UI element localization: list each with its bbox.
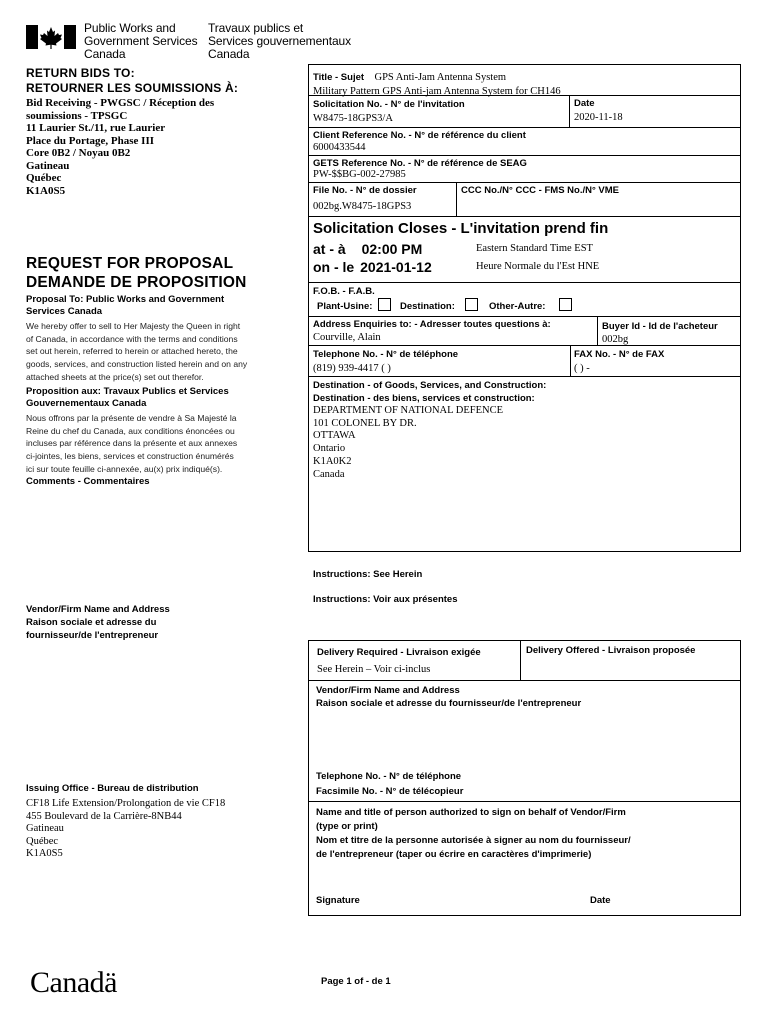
offer-text-fr: Nous offrons par la présente de vendre à Sa Majesté la Reine du chef du Canada, aux conditions énoncées ou incluses par référence dans la présente et aux annexes ci-jointes, les biens, services et construction énumérés ici sur toute feuille ci-annexée, au(x) prix indiqué(s).	[26, 413, 238, 474]
gets-value: PW-$$BG-002-27985	[313, 169, 406, 180]
fax-label: FAX No. - N° de FAX	[574, 349, 665, 360]
destination-goods-label-en: Destination - of Goods, Services, and Construction:	[313, 380, 547, 391]
timezone-fr: Heure Normale du l'Est HNE	[476, 261, 600, 272]
title-label: Title - Sujet	[313, 72, 365, 83]
telephone-value: (819) 939-4417 ( )	[313, 363, 391, 374]
title-field	[313, 67, 561, 98]
proposition-aux-label: Proposition aux: Travaux Publics et Services Gouvernementaux Canada	[26, 386, 229, 409]
other-label: Other-Autre:	[489, 301, 546, 312]
address-enquiries-label: Address Enquiries to: - Adresser toutes questions à:	[313, 319, 551, 330]
department-name-en: Public Works and Government Services Canada	[84, 21, 198, 61]
plant-label: Plant-Usine:	[317, 301, 373, 312]
gets-label: GETS Reference No. - N° de référence de SEAG	[313, 158, 527, 169]
buyer-label: Buyer Id - Id de l'acheteur	[602, 321, 718, 332]
solicitation-value: W8475-18GPS3/A	[313, 113, 393, 124]
authorized-signer-label: Name and title of person authorized to sign on behalf of Vendor/Firm (type or print) Nom et titre de la personne autorisée à signer au nom du fournisseur/ de l'entrepreneur (taper ou écrire en caractères d'imprimerie)	[316, 807, 631, 860]
title-value: GPS Anti-Jam Antenna System	[374, 72, 507, 83]
timezone-en: Eastern Standard Time EST	[476, 243, 593, 254]
closing-date-row	[313, 259, 432, 275]
return-bids-title	[26, 66, 238, 96]
file-value: 002bg.W8475-18GPS3	[313, 201, 412, 212]
rfp-title-en: REQUEST FOR PROPOSAL	[26, 255, 234, 272]
fob-label: F.O.B. - F.A.B.	[313, 286, 375, 297]
government-signature	[26, 22, 356, 62]
address-enquiries-value: Courville, Alain	[313, 332, 381, 343]
rfp-title-fr: DEMANDE DE PROPOSITION	[26, 274, 247, 291]
solicitation-label: Solicitation No. - N° de l'invitation	[313, 99, 465, 110]
instructions-fr: Instructions: Voir aux présentes	[313, 594, 458, 605]
signature-date-label: Date	[590, 895, 611, 906]
closing-date-value: 2021-01-12	[360, 259, 432, 275]
destination-label: Destination:	[400, 301, 455, 312]
ccc-label: CCC No./N° CCC - FMS No./N° VME	[461, 185, 620, 196]
at-label: at - à	[313, 241, 346, 257]
canada-wordmark: Canadä	[30, 966, 117, 999]
comments-label: Comments - Commentaires	[26, 476, 150, 487]
destination-checkbox[interactable]	[465, 298, 478, 311]
closing-time-value: 02:00 PM	[361, 241, 423, 257]
instructions-en: Instructions: See Herein	[313, 569, 423, 580]
canada-flag-icon	[26, 25, 76, 49]
delivery-required-label: Delivery Required - Livraison exigée	[317, 647, 481, 658]
offer-text-en: We hereby offer to sell to Her Majesty the Queen in right of Canada, in accordance with the terms and conditions set out herein, referred to herein or attached hereto, the goods, services, and construction listed herein and on any attached sheets at the price(s) set out therefor.	[26, 321, 248, 382]
signature-label: Signature	[316, 895, 360, 906]
vendor-left-label: Vendor/Firm Name and Address Raison sociale et adresse du fournisseur/de l'entrepreneur	[26, 604, 170, 641]
vendor-telephone-label: Telephone No. - N° de téléphone	[316, 771, 462, 782]
vendor-name-label-fr: Raison sociale et adresse du fournisseur/de l'entrepreneur	[316, 698, 582, 709]
delivery-offered-label: Delivery Offered - Livraison proposée	[526, 645, 696, 656]
buyer-value: 002bg	[602, 334, 629, 345]
client-ref-value: 6000433544	[313, 142, 366, 153]
telephone-label: Telephone No. - N° de téléphone	[313, 349, 459, 360]
closing-time-row	[313, 241, 422, 257]
file-label: File No. - N° de dossier	[313, 185, 417, 196]
destination-goods-label-fr: Destination - des biens, services et construction:	[313, 393, 535, 404]
destination-address: DEPARTMENT OF NATIONAL DEFENCE 101 COLONEL BY DR. OTTAWA Ontario K1A0K2 Canada	[313, 405, 504, 480]
delivery-required-value: See Herein – Voir ci-inclus	[317, 664, 431, 675]
date-label: Date	[574, 98, 595, 109]
other-checkbox[interactable]	[559, 298, 572, 311]
date-value: 2020-11-18	[574, 112, 623, 123]
page-number: Page 1 of - de 1	[321, 976, 391, 987]
return-bids-fr: RETOURNER LES SOUMISSIONS À:	[26, 81, 239, 95]
on-label: on - le	[313, 259, 355, 275]
solicitation-closes-title: Solicitation Closes - L'invitation prend fin	[313, 220, 609, 237]
plant-checkbox[interactable]	[378, 298, 391, 311]
fax-value: ( ) -	[574, 363, 590, 374]
title-line2: Military Pattern GPS Anti-jam Antenna System for CH146	[313, 86, 561, 97]
issuing-office-address: CF18 Life Extension/Prolongation de vie CF18 455 Boulevard de la Carrière-8NB44 Gatineau Québec K1A0S5	[26, 798, 226, 859]
vendor-name-label-en: Vendor/Firm Name and Address	[316, 685, 460, 696]
department-name-fr: Travaux publics et Services gouvernementaux Canada	[208, 21, 352, 61]
return-bids-en: RETURN BIDS TO:	[26, 66, 135, 80]
return-bids-address: Bid Receiving - PWGSC / Réception des soumissions - TPSGC 11 Laurier St./11, rue Laurier Place du Portage, Phase III Core 0B2 / Noyau 0B2 Gatineau Québec K1A0S5	[26, 97, 215, 197]
rfp-title	[26, 254, 247, 292]
client-ref-label: Client Reference No. - N° de référence du client	[313, 130, 526, 141]
proposal-to-label: Proposal To: Public Works and Government Services Canada	[26, 294, 225, 317]
issuing-office-label: Issuing Office - Bureau de distribution	[26, 783, 199, 794]
vendor-fax-label: Facsimile No. - N° de télécopieur	[316, 786, 464, 797]
